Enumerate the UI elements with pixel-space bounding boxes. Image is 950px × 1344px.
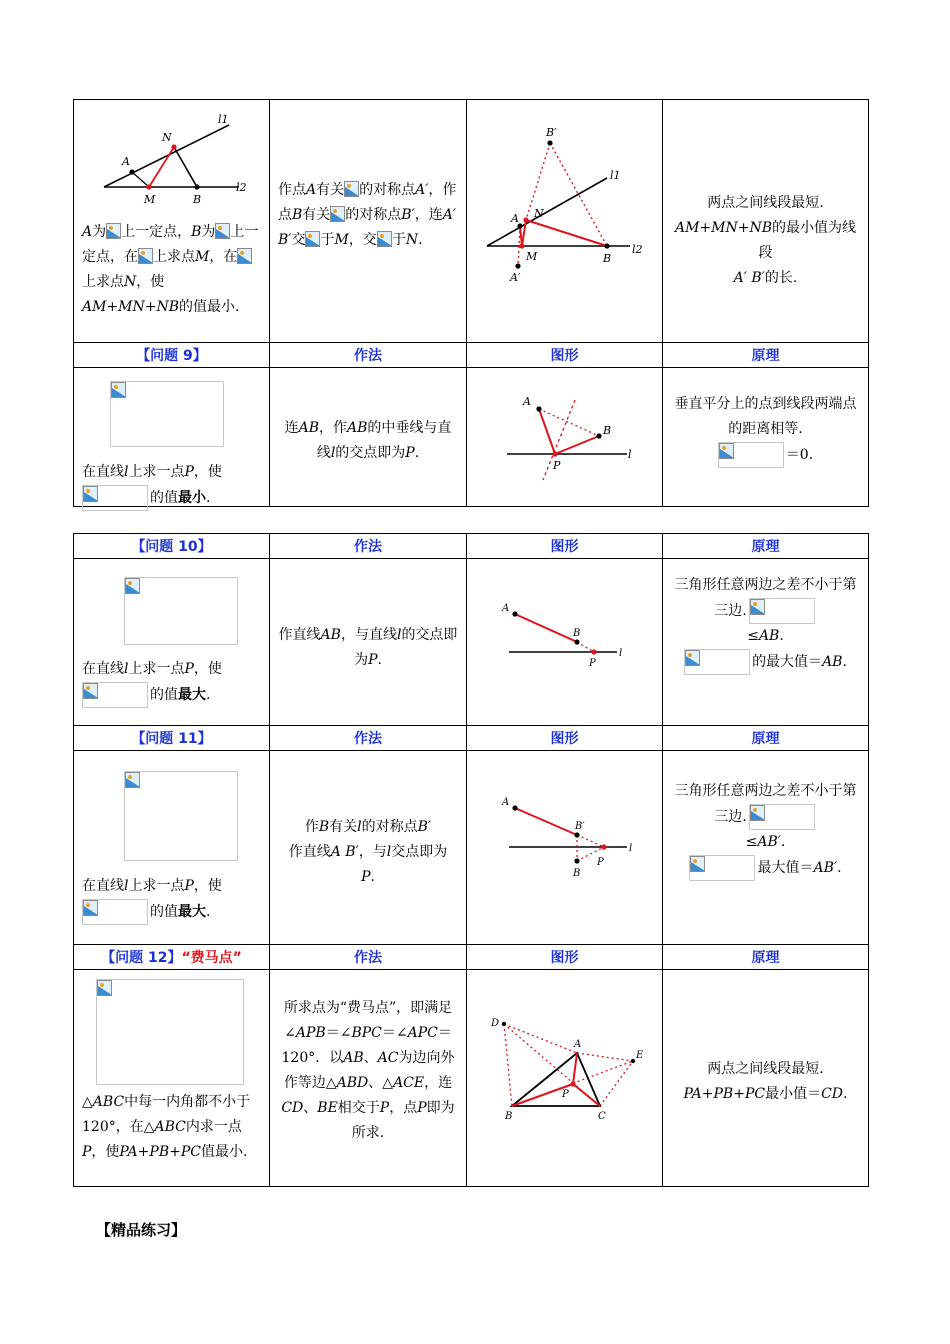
fig-label-C: C: [598, 1111, 606, 1122]
fig-label-P: P: [589, 658, 596, 669]
principle-header: 原理: [663, 726, 869, 751]
q9-method-text: 连AB，作AB的中垂线与直线l的交点即为P.: [284, 420, 452, 461]
q9-figure-cell: [467, 368, 663, 507]
q10-problem-text: 在直线l上求一点P，使 的值最大.: [74, 651, 269, 714]
q10-method-text: 作直线AB，与直线l的交点即为P.: [278, 627, 458, 668]
q10-expr-placeholder: [82, 682, 148, 708]
q11-method-text: 作B有关l的对称点B′ 作直线A B′，与l交点即为 P.: [288, 819, 448, 885]
fig-label-P: P: [562, 1089, 569, 1100]
q10-principle-cell: [663, 559, 869, 726]
method-header: 作法: [270, 726, 467, 751]
fig-label-l1: l1: [610, 169, 621, 182]
fig-label-A: A: [502, 797, 510, 808]
image-icon: [83, 486, 98, 502]
fig-label-A: A: [523, 395, 531, 408]
fig-label-A: A: [574, 1039, 582, 1050]
q10-problem-cell: [74, 559, 270, 726]
image-icon: [344, 181, 359, 197]
fig-label-l2: l2: [236, 181, 247, 194]
principle-header: 原理: [663, 534, 869, 559]
principle-header: 原理: [663, 945, 869, 970]
fig-label-Bprime: B′: [546, 126, 557, 139]
q9-expr-placeholder: [82, 485, 148, 511]
fig-label-Aprime: A′: [510, 271, 521, 284]
q12-principle-cell: [663, 970, 869, 1187]
row8-principle-text: 两点之间线段最短. AM+MN+NB的最小值为线段 A′ B′的长.: [674, 195, 857, 286]
figure-header: 图形: [467, 534, 663, 559]
image-icon: [719, 443, 734, 459]
image-icon: [750, 599, 765, 615]
q9-header: 【问题 9】: [74, 343, 270, 368]
q12-method-text: 所求点为“费马点”，即满足∠APB＝∠BPC＝∠APC＝120°．以AB、AC为边向外作等边△ABD、△ACE，连CD、BE相交于P，点P即为所求.: [281, 1000, 455, 1141]
q12-problem-cell: [74, 970, 270, 1187]
image-icon: [690, 856, 705, 872]
q9-image-placeholder: [110, 381, 224, 447]
q11-principle-cell: [663, 751, 869, 945]
image-icon: [377, 231, 392, 247]
q12-principle-text: 两点之间线段最短. PA+PB+PC最小值＝CD.: [683, 1061, 848, 1102]
fig-label-B: B: [505, 1111, 513, 1122]
fig-label-A: A: [122, 155, 130, 168]
fig-label-B: B: [603, 252, 612, 265]
image-icon: [685, 650, 700, 666]
practice-section-title: 【精品练习】: [96, 1221, 187, 1239]
figure-header: 图形: [467, 945, 663, 970]
principle-header: 原理: [663, 343, 869, 368]
row8-problem-figure: [94, 112, 264, 212]
q12-method-cell: [270, 970, 467, 1187]
figure-header: 图形: [467, 343, 663, 368]
fig-label-A: A: [502, 603, 510, 614]
q9-principle-cell: [663, 368, 869, 507]
q11-figure-cell: [467, 751, 663, 945]
row8-method-cell: [270, 100, 467, 343]
fig-label-l2: l2: [632, 243, 643, 256]
image-icon: [305, 231, 320, 247]
q10-image-placeholder: [124, 577, 238, 645]
row8-solution-figure: [482, 120, 652, 290]
fig-label-B: B: [603, 424, 612, 437]
method-header: 作法: [270, 343, 467, 368]
q9-principle-text: 垂直平分上的点到线段两端点的距离相等. ＝0.: [663, 386, 868, 474]
image-icon: [83, 900, 98, 916]
q9-problem-cell: [74, 368, 270, 507]
row8-principle-cell: [663, 100, 869, 343]
fig-label-B: B: [193, 193, 202, 206]
fig-label-A: A: [511, 212, 519, 225]
q11-principle-placeholder: [749, 804, 815, 830]
fig-label-N: N: [534, 207, 544, 220]
image-icon: [215, 223, 230, 239]
row8-problem-cell: [74, 100, 270, 343]
row8-method-text: 作点A有关 的对称点A′，作点B有关 的对称点B′，连A′ B′交 于M，交 于N.: [278, 182, 457, 248]
fig-label-D: D: [491, 1018, 500, 1029]
image-icon: [83, 683, 98, 699]
image-icon: [138, 248, 153, 264]
q11-principle-text: 三角形任意两边之差不小于第三边. ≤AB′. 最大值＝AB′.: [663, 773, 868, 887]
image-icon: [111, 382, 126, 398]
fig-label-B: B: [573, 868, 581, 879]
fig-label-Bprime: B′: [575, 821, 585, 832]
q11-image-placeholder: [124, 771, 238, 861]
q10-method-cell: [270, 559, 467, 726]
q11-figure: [497, 786, 647, 886]
figure-header: 图形: [467, 726, 663, 751]
table-top: [73, 99, 869, 507]
fig-label-l: l: [628, 448, 632, 461]
fig-label-P: P: [597, 857, 604, 868]
q9-principle-placeholder: [718, 442, 784, 468]
row8-figure-cell: [467, 100, 663, 343]
fig-label-B: B: [573, 628, 581, 639]
method-header: 作法: [270, 945, 467, 970]
image-icon: [330, 206, 345, 222]
q12-header: 【问题 12】“费马点”: [74, 945, 270, 970]
fig-label-M: M: [144, 193, 156, 206]
q11-expr-placeholder: [82, 899, 148, 925]
fig-label-M: M: [526, 250, 538, 263]
fig-label-P: P: [553, 459, 561, 472]
q12-problem-text: △ABC中每一内角都不小于 120°，在△ABC内求一点P，使PA+PB+PC值最小.: [82, 1094, 251, 1160]
fig-label-l: l: [629, 843, 633, 854]
q11-header: 【问题 11】: [74, 726, 270, 751]
image-icon: [237, 248, 252, 264]
image-icon: [97, 980, 112, 996]
q10-principle-placeholder: [749, 598, 815, 624]
q12-figure-cell: [467, 970, 663, 1187]
q12-image-placeholder: [96, 979, 244, 1085]
fig-label-N: N: [162, 131, 172, 144]
q10-principle-placeholder-2: [684, 649, 750, 675]
fig-label-l: l: [619, 648, 623, 659]
q10-figure: [497, 594, 647, 684]
q11-principle-placeholder-2: [689, 855, 755, 881]
fig-label-l1: l1: [218, 113, 229, 126]
table-bottom: [73, 533, 869, 1187]
image-icon: [750, 805, 765, 821]
method-header: 作法: [270, 534, 467, 559]
row8-problem-text: A为 上一定点，B为 上一定点，在 上求点M，在上求点N，使AM+MN+NB的值最小.: [82, 224, 259, 315]
q10-figure-cell: [467, 559, 663, 726]
image-icon: [125, 772, 140, 788]
q9-problem-text: 在直线l上求一点P，使 的值最小.: [74, 454, 269, 517]
q9-figure: [497, 388, 647, 488]
image-icon: [125, 578, 140, 594]
q12-figure: [482, 1010, 657, 1130]
q11-problem-text: 在直线l上求一点P，使 的值最大.: [74, 868, 269, 931]
q10-principle-text: 三角形任意两边之差不小于第三边. ≤AB. 的最大值＝AB.: [663, 567, 868, 681]
q9-method-cell: [270, 368, 467, 507]
q10-header: 【问题 10】: [74, 534, 270, 559]
q11-method-cell: [270, 751, 467, 945]
q11-problem-cell: [74, 751, 270, 945]
image-icon: [106, 223, 121, 239]
fig-label-E: E: [636, 1050, 644, 1061]
